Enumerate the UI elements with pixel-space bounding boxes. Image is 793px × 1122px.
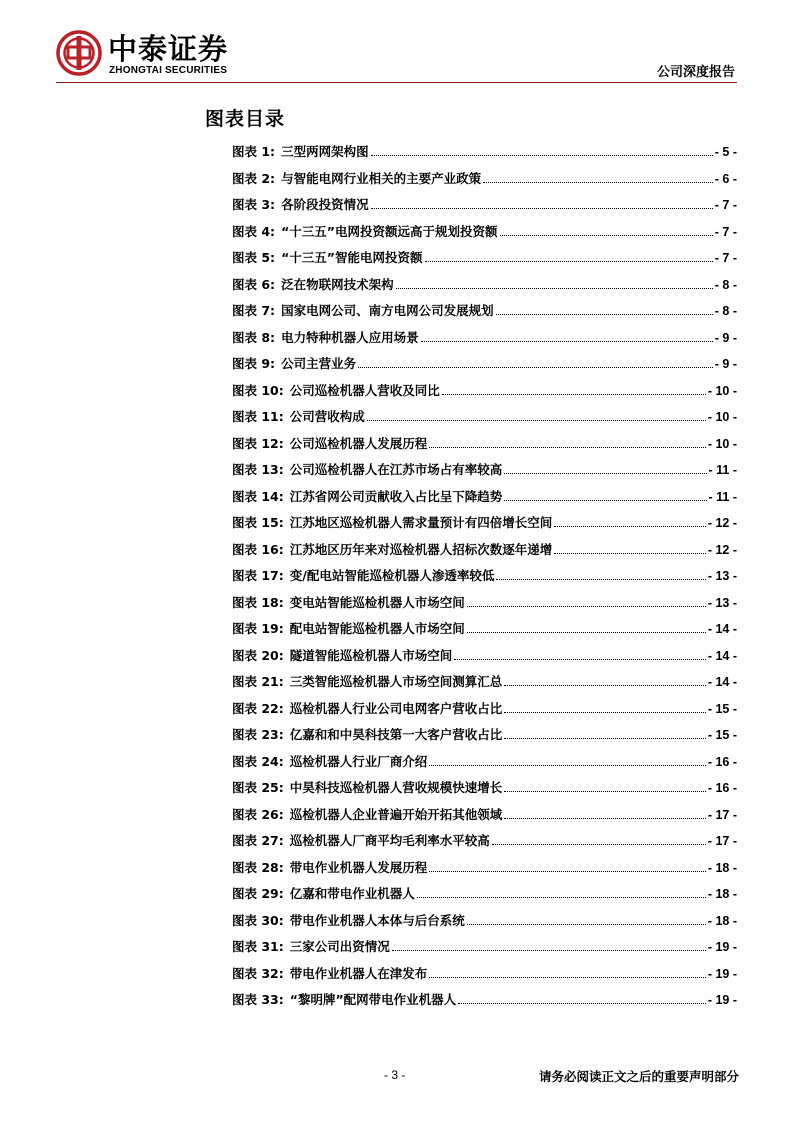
toc-entry[interactable]	[232, 593, 737, 620]
toc-entry-number: 图表 26:	[232, 806, 284, 822]
toc-entry-title: 中昊科技巡检机器人营收规模快速增长	[289, 780, 503, 795]
toc-title: 图表目录	[205, 108, 286, 130]
toc-dot-leader	[467, 912, 706, 925]
toc-entry-page: - 10 -	[707, 383, 737, 398]
toc-entry-number: 图表 24:	[232, 753, 284, 769]
toc-entry[interactable]	[232, 752, 737, 779]
toc-entry-number: 图表 23:	[232, 727, 284, 742]
toc-entry[interactable]	[232, 381, 737, 408]
toc-entry-page: - 14 -	[707, 648, 737, 663]
toc-entry-page: - 15 -	[707, 701, 737, 716]
toc-entry-page: - 8 -	[714, 304, 737, 318]
toc-entry[interactable]	[232, 699, 737, 726]
toc-entry-page: - 13 -	[707, 569, 737, 583]
toc-entry-title: 变/配电站智能巡检机器人渗透率较低	[289, 568, 495, 583]
toc-entry-number: 图表 15:	[232, 515, 284, 530]
toc-entry-title: 与智能电网行业相关的主要产业政策	[281, 170, 482, 186]
company-logo	[56, 30, 246, 80]
toc-dot-leader	[421, 329, 713, 342]
toc-dot-leader	[392, 938, 706, 951]
toc-entry-page: - 14 -	[707, 622, 737, 636]
toc-dot-leader	[429, 859, 706, 872]
toc-entry-number: 图表 31:	[232, 939, 284, 954]
toc-list	[232, 142, 737, 1017]
toc-entry-title: 巡检机器人企业普遍开始开拓其他领域	[289, 806, 503, 822]
toc-entry-page: - 9 -	[714, 357, 737, 371]
toc-entry-page: - 18 -	[707, 913, 737, 928]
toc-entry-number: 图表 17:	[232, 568, 284, 583]
toc-entry[interactable]	[232, 169, 737, 196]
toc-entry[interactable]	[232, 248, 737, 275]
toc-entry-page: - 9 -	[714, 330, 737, 345]
toc-entry-number: 图表 32:	[232, 965, 284, 981]
toc-entry-number: 图表 2:	[232, 170, 276, 186]
toc-entry-page: - 19 -	[707, 940, 737, 954]
toc-dot-leader	[371, 196, 713, 209]
toc-entry-title: 公司营收构成	[289, 409, 365, 424]
toc-entry[interactable]	[232, 301, 737, 328]
toc-entry-title: 公司巡检机器人发展历程	[289, 435, 428, 451]
toc-entry-number: 图表 16:	[232, 541, 284, 557]
toc-entry-title: 各阶段投资情况	[281, 197, 369, 212]
toc-dot-leader	[483, 170, 713, 183]
toc-entry-number: 图表 13:	[232, 462, 284, 477]
toc-dot-leader	[504, 461, 706, 474]
toc-entry-page: - 10 -	[707, 410, 737, 424]
toc-dot-leader	[396, 276, 713, 289]
toc-entry-title: 三家公司出资情况	[289, 939, 390, 954]
toc-entry-number: 图表 19:	[232, 621, 284, 636]
toc-entry[interactable]	[232, 487, 737, 514]
toc-entry-title: “十三五”电网投资额远高于规划投资额	[281, 223, 498, 239]
toc-entry-number: 图表 20:	[232, 647, 284, 663]
footer-page-number: - 3 -	[384, 1068, 406, 1082]
toc-entry-page: - 11 -	[708, 463, 737, 477]
toc-entry[interactable]	[232, 646, 737, 673]
toc-dot-leader	[425, 249, 713, 262]
toc-entry-title: 巡检机器人行业公司电网客户营收占比	[289, 700, 503, 716]
toc-entry[interactable]	[232, 460, 737, 487]
toc-entry-title: 泛在物联网技术架构	[281, 276, 394, 292]
toc-entry[interactable]	[232, 407, 737, 434]
toc-entry-number: 图表 29:	[232, 886, 284, 901]
toc-entry-page: - 19 -	[707, 966, 737, 981]
toc-entry-title: 带电作业机器人在津发布	[289, 965, 428, 981]
toc-entry-number: 图表 18:	[232, 594, 284, 610]
toc-entry-page: - 18 -	[707, 887, 737, 901]
toc-entry[interactable]	[232, 513, 737, 540]
toc-entry[interactable]	[232, 778, 737, 805]
toc-dot-leader	[492, 832, 706, 845]
toc-entry-page: - 7 -	[714, 224, 737, 239]
toc-entry[interactable]	[232, 672, 737, 699]
toc-entry-title: 江苏地区历年来对巡检机器人招标次数逐年递增	[289, 541, 553, 557]
toc-entry-page: - 11 -	[708, 489, 737, 504]
toc-entry[interactable]	[232, 805, 737, 832]
toc-entry[interactable]	[232, 540, 737, 567]
toc-entry-number: 图表 8:	[232, 329, 276, 345]
toc-entry-number: 图表 10:	[232, 382, 284, 398]
toc-dot-leader	[467, 594, 706, 607]
toc-entry[interactable]	[232, 328, 737, 355]
toc-entry-title: 亿嘉和带电作业机器人	[289, 886, 415, 901]
toc-entry-number: 图表 14:	[232, 488, 284, 504]
toc-entry-page: - 5 -	[714, 145, 737, 159]
toc-entry-number: 图表 28:	[232, 859, 284, 875]
toc-dot-leader	[442, 382, 706, 395]
toc-entry-title: 变电站智能巡检机器人市场空间	[289, 594, 465, 610]
toc-entry[interactable]	[232, 142, 737, 169]
toc-entry[interactable]	[232, 354, 737, 381]
report-type-label: 公司深度报告	[656, 65, 735, 80]
toc-entry[interactable]	[232, 911, 737, 938]
toc-entry-page: - 7 -	[714, 251, 737, 265]
toc-entry[interactable]	[232, 937, 737, 964]
toc-dot-leader	[500, 223, 713, 236]
toc-entry-number: 图表 9:	[232, 356, 276, 371]
toc-entry-page: - 17 -	[707, 807, 737, 822]
toc-entry-title: 公司主营业务	[281, 356, 357, 371]
toc-entry-page: - 13 -	[707, 595, 737, 610]
toc-dot-leader	[504, 488, 706, 501]
toc-entry-page: - 14 -	[707, 675, 737, 689]
toc-entry-number: 图表 4:	[232, 223, 276, 239]
toc-entry[interactable]	[232, 195, 737, 222]
toc-entry-title: 三型两网架构图	[281, 144, 369, 159]
toc-entry-number: 图表 11:	[232, 409, 284, 424]
toc-entry-title: 三类智能巡检机器人市场空间测算汇总	[289, 674, 503, 689]
toc-entry-page: - 15 -	[707, 728, 737, 742]
toc-entry-title: “黎明牌”配网带电作业机器人	[289, 992, 457, 1007]
toc-entry[interactable]	[232, 434, 737, 461]
footer-disclaimer-notice: 请务必阅读正文之后的重要声明部分	[538, 1069, 739, 1084]
toc-dot-leader	[371, 143, 713, 156]
toc-entry-page: - 7 -	[714, 198, 737, 212]
toc-entry[interactable]	[232, 222, 737, 249]
toc-entry-number: 图表 33:	[232, 992, 284, 1007]
toc-entry-title: 公司巡检机器人在江苏市场占有率较高	[289, 462, 503, 477]
toc-entry-title: 配电站智能巡检机器人市场空间	[289, 621, 465, 636]
toc-dot-leader	[504, 726, 706, 739]
logo-chinese-name: 中泰证券	[108, 32, 229, 66]
toc-entry-number: 图表 7:	[232, 303, 276, 318]
toc-dot-leader	[358, 355, 713, 368]
toc-dot-leader	[417, 885, 706, 898]
toc-entry-number: 图表 27:	[232, 833, 284, 848]
toc-entry-number: 图表 5:	[232, 250, 276, 265]
toc-dot-leader	[504, 779, 706, 792]
zhongtai-logo-icon	[56, 30, 102, 76]
toc-entry-title: 江苏地区巡检机器人需求量预计有四倍增长空间	[289, 515, 553, 530]
toc-entry-number: 图表 1:	[232, 144, 276, 159]
toc-dot-leader	[467, 620, 706, 633]
toc-entry-page: - 18 -	[707, 860, 737, 875]
logo-english-name: ZHONGTAI SECURITIES	[109, 65, 228, 76]
toc-entry[interactable]	[232, 725, 737, 752]
toc-dot-leader	[429, 435, 706, 448]
toc-entry-page: - 12 -	[707, 516, 737, 530]
toc-dot-leader	[504, 806, 706, 819]
toc-entry[interactable]	[232, 831, 737, 858]
toc-entry-title: 公司巡检机器人营收及同比	[289, 382, 440, 398]
toc-entry[interactable]	[232, 990, 737, 1017]
toc-entry-title: 带电作业机器人本体与后台系统	[289, 912, 465, 928]
toc-entry[interactable]	[232, 566, 737, 593]
toc-entry-number: 图表 12:	[232, 435, 284, 451]
toc-entry[interactable]	[232, 858, 737, 885]
toc-entry[interactable]	[232, 964, 737, 991]
toc-entry-title: 亿嘉和和中昊科技第一大客户营收占比	[289, 727, 503, 742]
toc-entry-title: “十三五”智能电网投资额	[281, 250, 423, 265]
toc-dot-leader	[454, 647, 706, 660]
toc-entry-page: - 16 -	[707, 781, 737, 795]
toc-entry-page: - 17 -	[707, 834, 737, 848]
toc-dot-leader	[504, 700, 706, 713]
toc-entry-page: - 16 -	[707, 754, 737, 769]
toc-entry-number: 图表 25:	[232, 780, 284, 795]
toc-entry-title: 带电作业机器人发展历程	[289, 859, 428, 875]
toc-entry-page: - 12 -	[707, 542, 737, 557]
toc-entry-page: - 8 -	[714, 277, 737, 292]
toc-dot-leader	[458, 991, 706, 1004]
toc-entry-title: 隧道智能巡检机器人市场空间	[289, 647, 453, 663]
toc-entry-title: 电力特种机器人应用场景	[281, 329, 419, 345]
toc-entry-title: 江苏省网公司贡献收入占比呈下降趋势	[289, 488, 503, 504]
toc-dot-leader	[496, 302, 713, 315]
toc-entry-page: - 10 -	[707, 436, 737, 451]
toc-dot-leader	[429, 753, 706, 766]
toc-dot-leader	[367, 408, 706, 421]
toc-entry-number: 图表 21:	[232, 674, 284, 689]
toc-entry-number: 图表 6:	[232, 276, 276, 292]
toc-entry[interactable]	[232, 884, 737, 911]
toc-entry-title: 巡检机器人行业厂商介绍	[289, 753, 428, 769]
toc-entry[interactable]	[232, 275, 737, 302]
toc-entry-page: - 6 -	[714, 171, 737, 186]
header-divider	[56, 82, 737, 83]
toc-dot-leader	[554, 514, 706, 527]
toc-entry-number: 图表 30:	[232, 912, 284, 928]
toc-entry[interactable]	[232, 619, 737, 646]
toc-dot-leader	[429, 965, 706, 978]
toc-dot-leader	[504, 673, 706, 686]
toc-dot-leader	[554, 541, 706, 554]
toc-dot-leader	[496, 567, 705, 580]
toc-entry-number: 图表 3:	[232, 197, 276, 212]
toc-entry-number: 图表 22:	[232, 700, 284, 716]
toc-entry-title: 国家电网公司、南方电网公司发展规划	[281, 303, 494, 318]
toc-entry-title: 巡检机器人厂商平均毛利率水平较高	[289, 833, 490, 848]
toc-entry-page: - 19 -	[707, 993, 737, 1007]
